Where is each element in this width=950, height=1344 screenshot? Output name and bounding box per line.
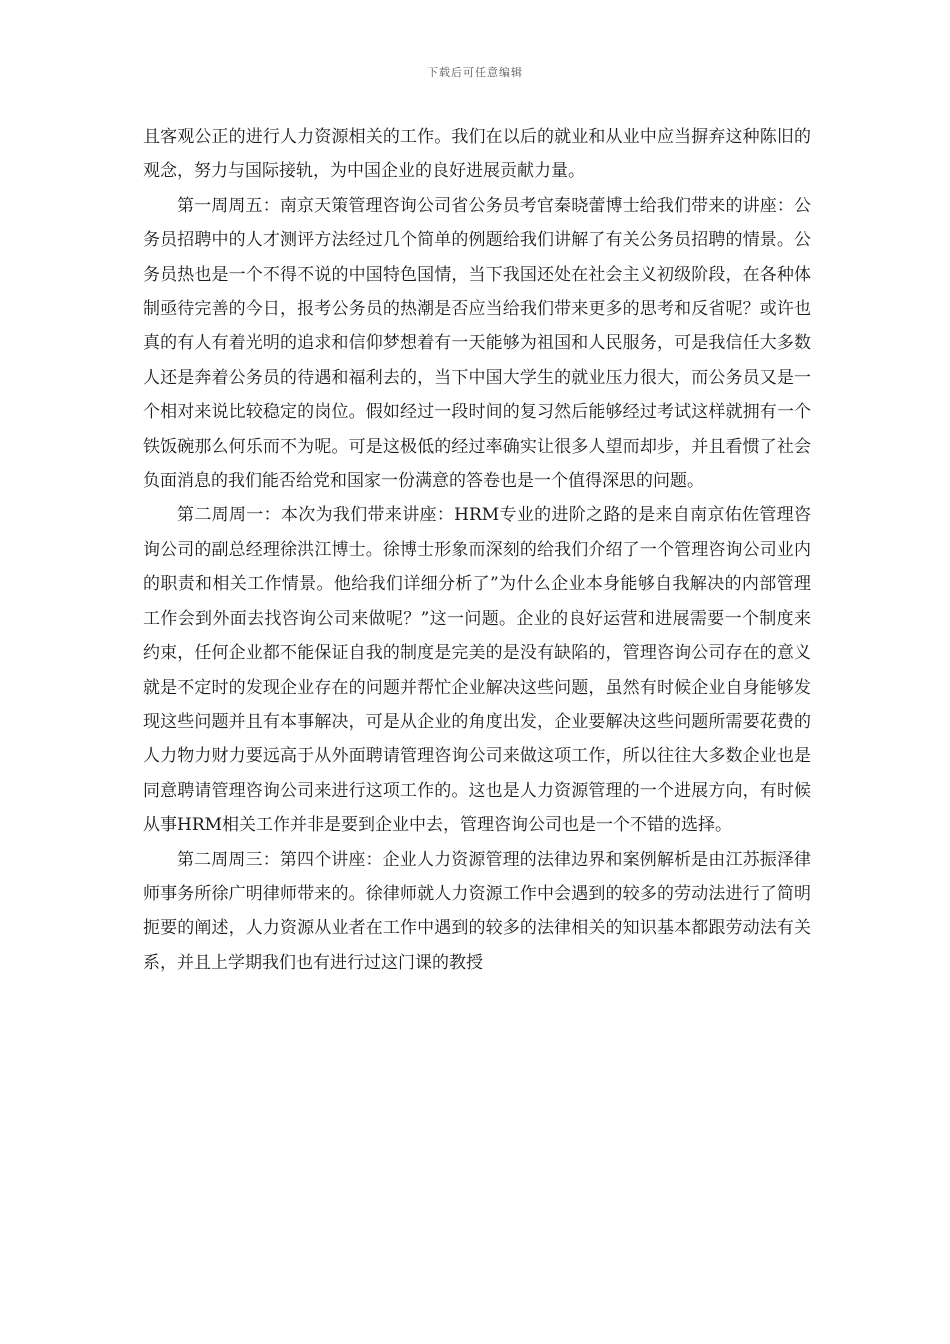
paragraph-week2-monday: 第二周周一：本次为我们带来讲座：HRM专业的进阶之路的是来自南京佑佐管理咨询公司的副总经理徐洪江博士。徐博士形象而深刻的给我们介绍了一个管理咨询公司业内的职责和相关工作情景。他给我们详细分析了”为什么企业本身能够自我解决的内部管理工作会到外面去找咨询公司来做呢？”这一问题。企业的良好运营和进展需要一个制度来约束，任何企业都不能保证自我的制度是完美的是没有缺陷的，管理咨询公司存在的意义就是不定时的发现企业存在的问题并帮忙企业解决这些问题，虽然有时候企业自身能够发现这些问题并且有本事解决，可是从企业的角度出发，企业要解决这些问题所需要花费的人力物力财力要远高于从外面聘请管理咨询公司来做这项工作，所以往往大多数企业也是同意聘请管理咨询公司来进行这项工作的。这也是人力资源管理的一个进展方向，有时候从事HRM相关工作并非是要到企业中去，管理咨询公司也是一个不错的选择。	[143, 505, 811, 836]
page-header: 下载后可任意编辑	[427, 66, 523, 79]
document-body	[143, 120, 811, 980]
paragraph-week1-friday: 第一周周五：南京天策管理咨询公司省公务员考官秦晓蕾博士给我们带来的讲座：公务员招聘中的人才测评方法经过几个简单的例题给我们讲解了有关公务员招聘的情景。公务员热也是一个不得不说的中国特色国情，当下我国还处在社会主义初级阶段，在各种体制亟待完善的今日，报考公务员的热潮是否应当给我们带来更多的思考和反省呢？或许也真的有人有着光明的追求和信仰梦想着有一天能够为祖国和人民服务，可是我信任大多数人还是奔着公务员的待遇和福利去的，当下中国大学生的就业压力很大，而公务员又是一个相对来说比较稳定的岗位。假如经过一段时间的复习然后能够经过考试这样就拥有一个铁饭碗那么何乐而不为呢。可是这极低的经过率确实让很多人望而却步，并且看惯了社会负面消息的我们能否给党和国家一份满意的答卷也是一个值得深思的问题。	[143, 195, 811, 492]
paragraph-continuation: 且客观公正的进行人力资源相关的工作。我们在以后的就业和从业中应当摒弃这种陈旧的观念，努力与国际接轨，为中国企业的良好进展贡献力量。	[143, 127, 811, 182]
paragraph-week2-wednesday: 第二周周三：第四个讲座：企业人力资源管理的法律边界和案例解析是由江苏振泽律师事务所徐广明律师带来的。徐律师就人力资源工作中会遇到的较多的劳动法进行了简明扼要的阐述，人力资源从业者在工作中遇到的较多的法律相关的知识基本都跟劳动法有关系，并且上学期我们也有进行过这门课的教授	[143, 849, 811, 973]
